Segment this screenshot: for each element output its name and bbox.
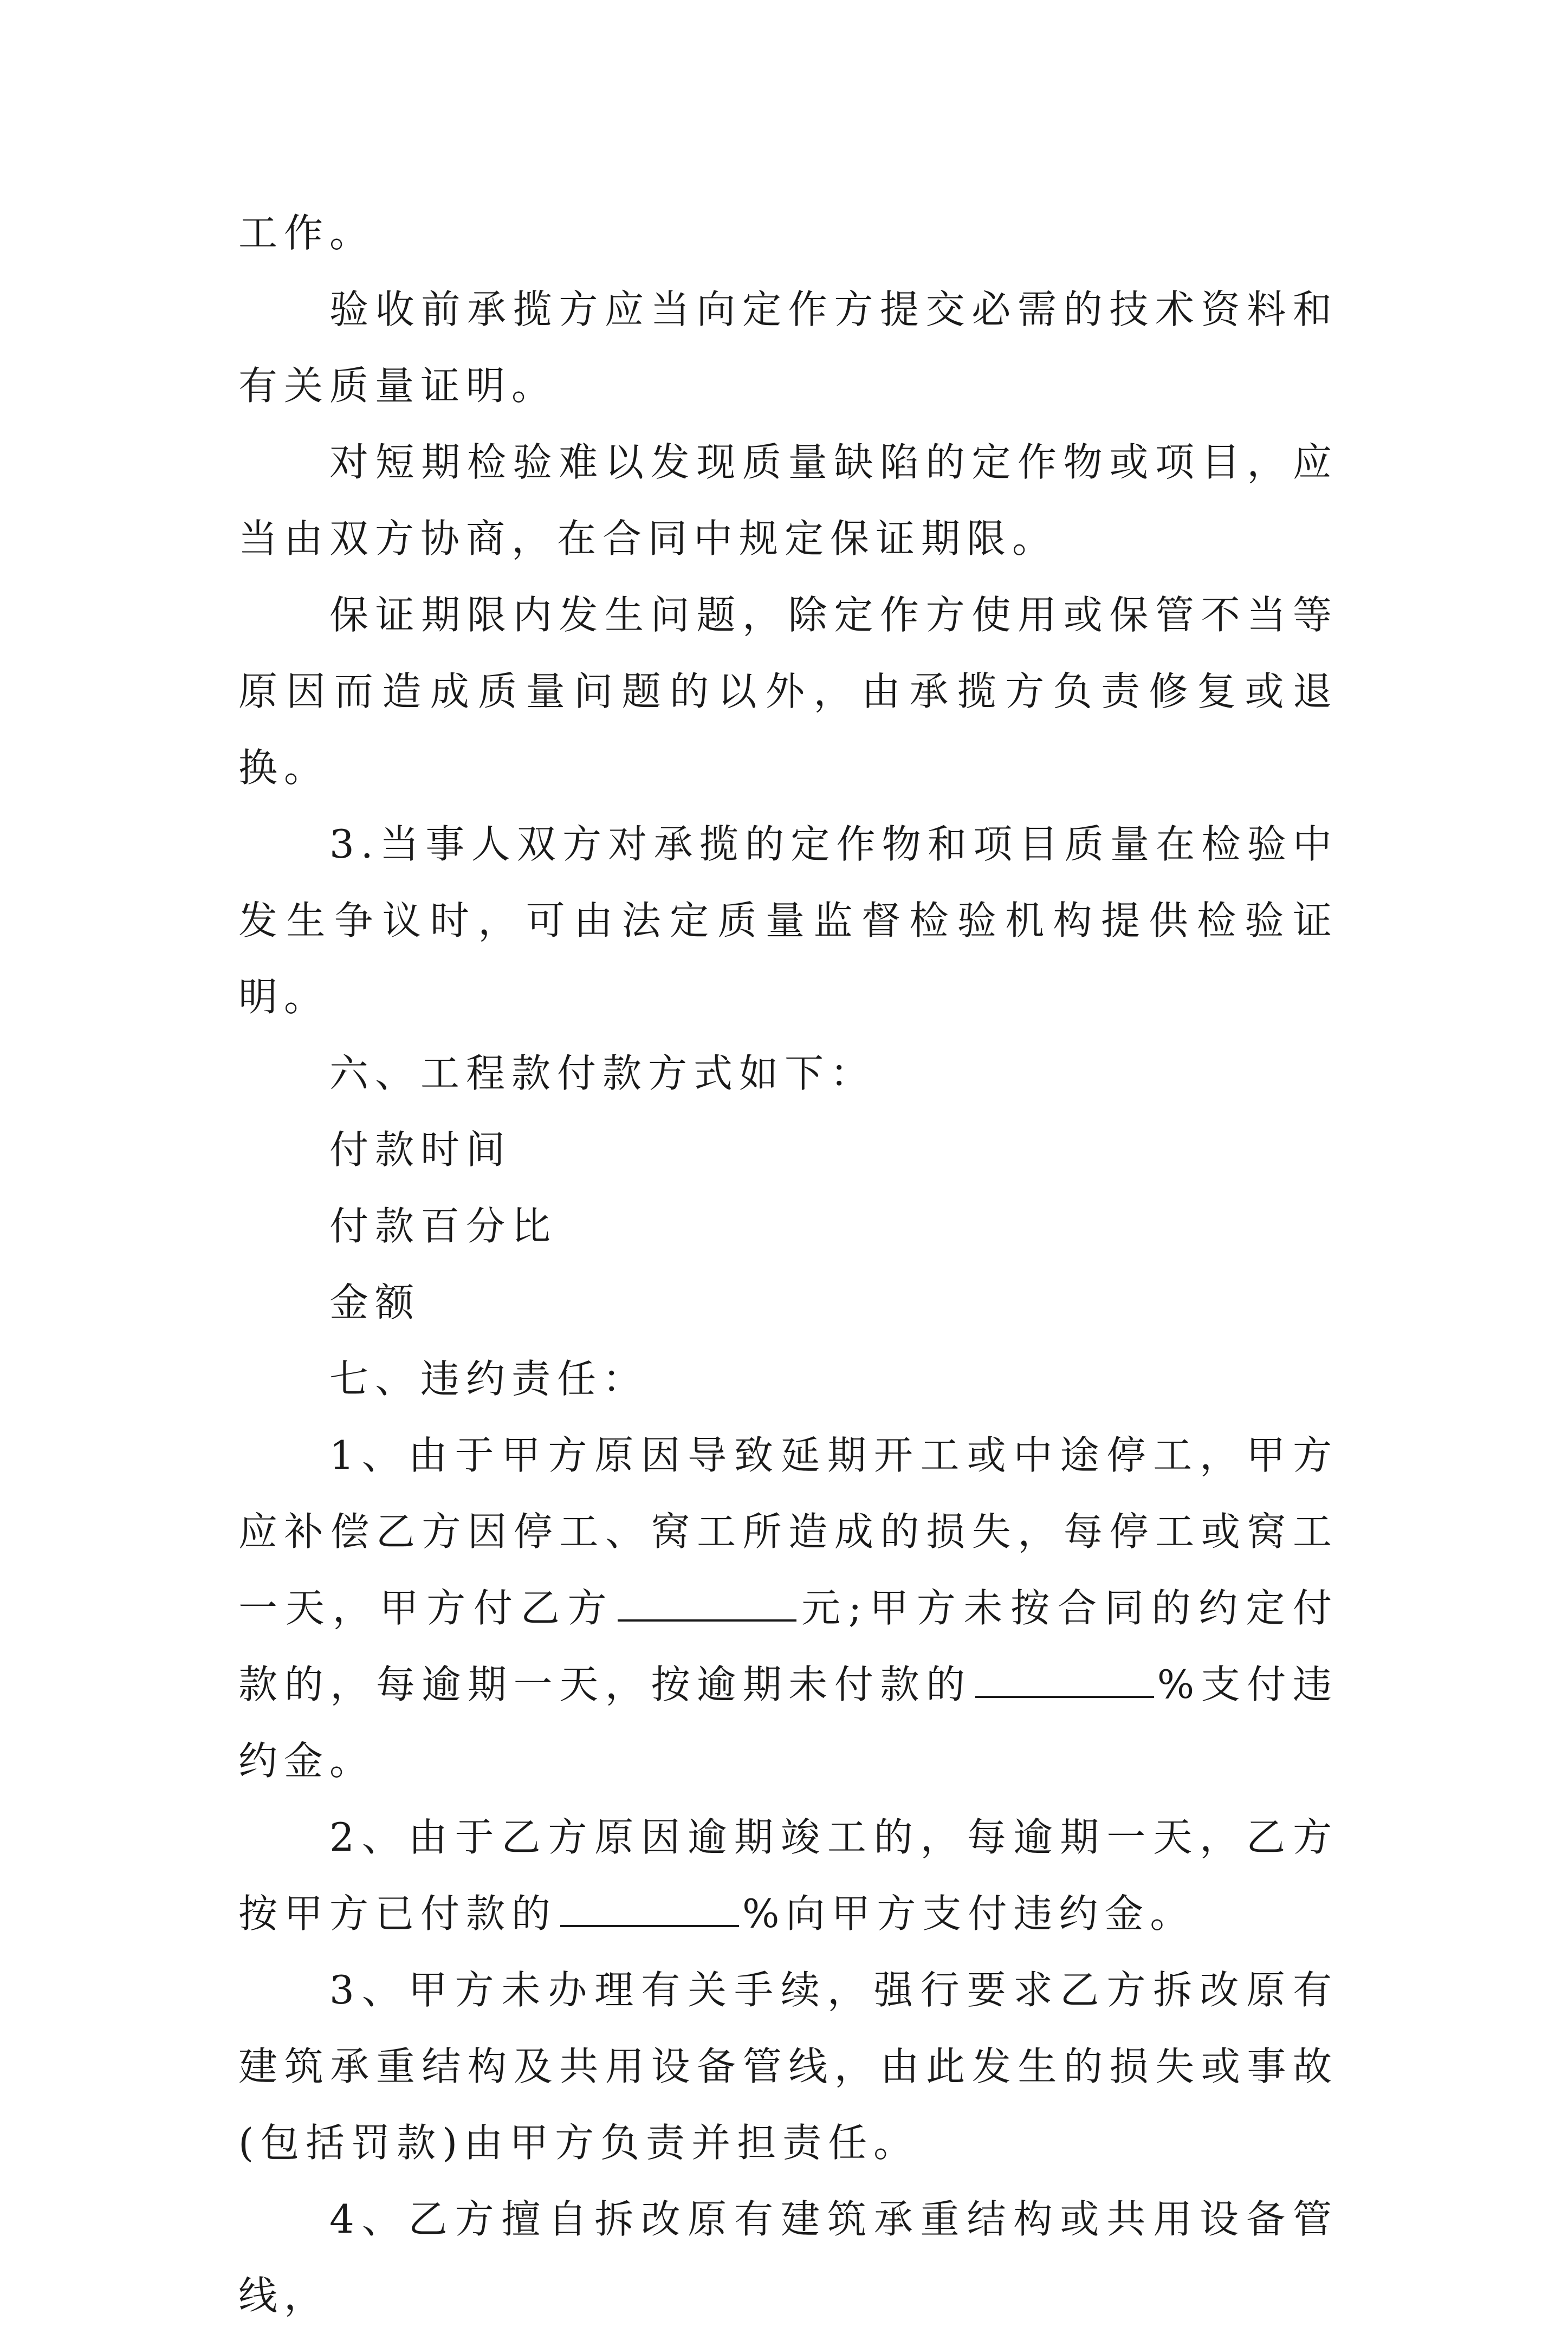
- clause-4: 4、乙方擅自拆改原有建筑承重结构或共用设备管线，: [238, 2196, 1338, 2318]
- section-heading-liability: 七、违约责任：: [329, 1356, 649, 1402]
- paragraph-acceptance-materials: 验收前承揽方应当向定作方提交必需的技术资料和有关质量证明。: [238, 287, 1338, 409]
- clause-1-text-c: %支付违约金。: [238, 1662, 1338, 1784]
- paragraph-guarantee-issues: 保证期限内发生问题，除定作方使用或保管不当等原因而造成质量问题的以外，由承揽方负责修复或退换。: [238, 592, 1338, 790]
- clause-1-text-b: 元;甲方未按合同的约定付款的，每逾期一天，按逾期未付款的: [238, 1585, 1338, 1707]
- paragraph-guarantee-period: 对短期检验难以发现质量缺陷的定作物或项目，应当由双方协商，在合同中规定保证期限。: [238, 439, 1338, 561]
- clause-2-text-b: %向甲方支付违约金。: [742, 1891, 1196, 1936]
- payment-item-amount: 金额: [329, 1280, 421, 1325]
- payment-item-time: 付款时间: [329, 1127, 512, 1172]
- paragraph-continuation: 工作。: [238, 210, 375, 256]
- clause-2-text-a: 2、由于乙方原因逾期竣工的，每逾期一天，乙方按甲方已付款的: [238, 1814, 1338, 1936]
- clause-3: 3、甲方未办理有关手续，强行要求乙方拆改原有建筑承重结构及共用设备管线，由此发生的损失或事故(包括罚款)由甲方负责并担责任。: [238, 1967, 1338, 2166]
- fill-in-blank-late-payment-rate[interactable]: [975, 1657, 1154, 1698]
- fill-in-blank-delay-rate[interactable]: [560, 1886, 739, 1927]
- clause-2: [238, 1799, 1338, 1952]
- document-body: [238, 195, 1338, 2334]
- section-heading-payment: 六、工程款付款方式如下：: [329, 1051, 876, 1096]
- fill-in-blank-compensation[interactable]: [618, 1580, 796, 1622]
- clause-1: [238, 1417, 1338, 1799]
- payment-item-percentage: 付款百分比: [329, 1203, 558, 1249]
- clause-1-text-a: 1、由于甲方原因导致延期开工或中途停工，甲方应补偿乙方因停工、窝工所造成的损失，每停工或窝工一天，甲方付乙方: [238, 1432, 1338, 1631]
- paragraph-quality-dispute: 3.当事人双方对承揽的定作物和项目质量在检验中发生争议时，可由法定质量监督检验机构提供检验证明。: [238, 821, 1338, 1020]
